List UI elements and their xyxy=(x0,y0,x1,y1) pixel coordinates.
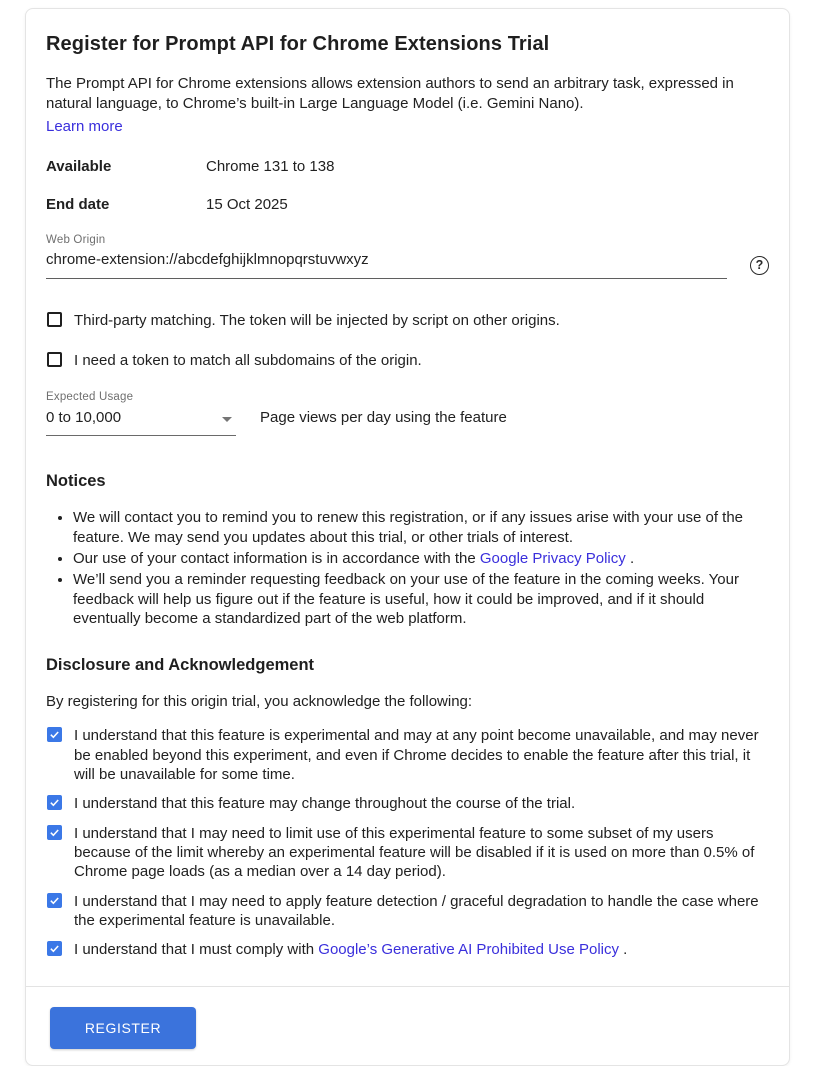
learn-more-link[interactable]: Learn more xyxy=(46,117,123,135)
ack-limit-use-label: I understand that I may need to limit use of this experimental feature to some subset of my users because of the limit whereby an experimental feature will be disabled if it is used on more than 0.5% of Chrome page loads (as a median over a 14 day period). xyxy=(74,824,755,881)
chevron-down-icon xyxy=(222,417,232,422)
notice-text: We will contact you to remind you to renew this registration, or if any issues arise with your use of the feature. We may send you updates about this trial, or other trials of interest. xyxy=(73,509,744,546)
ack-experimental-row[interactable] xyxy=(46,726,769,784)
end-date-value: 15 Oct 2025 xyxy=(206,195,288,213)
notice-text: We’ll send you a reminder requesting feedback on your use of the feature in the coming weeks. Your feedback will help us figure out if the feature is useful, how it could be improved, and if it should eventually become a standardized part of the web platform. xyxy=(73,571,739,627)
detail-row-available xyxy=(46,158,769,175)
help-icon[interactable]: ? xyxy=(750,256,769,275)
check-icon xyxy=(49,728,60,741)
third-party-matching-option[interactable] xyxy=(46,311,769,330)
ack-feature-detection-row[interactable] xyxy=(46,892,769,931)
check-icon xyxy=(49,942,60,955)
acknowledgement-list xyxy=(46,726,769,959)
ack-feature-detection-checkbox[interactable] xyxy=(47,893,62,908)
ack-experimental-checkbox[interactable] xyxy=(47,727,62,742)
ack-prohibited-use-row[interactable] xyxy=(46,940,769,959)
expected-usage-section xyxy=(46,391,769,436)
expected-usage-hint: Page views per day using the feature xyxy=(260,409,507,427)
ack-experimental-label: I understand that this feature is experimental and may at any point become unavailable, and may never be enabled beyond this experiment, and even if Chrome decides to enable the feature after this trial, it will be unavailable for some time. xyxy=(74,727,759,783)
ack-prohibited-use-label xyxy=(74,940,627,959)
ack-limit-use-checkbox[interactable] xyxy=(47,825,62,840)
trial-description: The Prompt API for Chrome extensions allows extension authors to send an arbitrary task, expressed in natural language, to Chrome’s built-in Large Language Model (i.e. Gemini Nano). xyxy=(46,75,734,113)
ack-limit-use-row[interactable] xyxy=(46,824,769,882)
expected-usage-label: Expected Usage xyxy=(46,391,134,404)
end-date-label: End date xyxy=(46,195,110,213)
expected-usage-select[interactable] xyxy=(46,408,236,436)
page-title: Register for Prompt API for Chrome Extensions Trial xyxy=(46,33,550,55)
expected-usage-value: 0 to 10,000 xyxy=(46,409,122,427)
trial-details xyxy=(46,158,769,213)
ack-may-change-checkbox[interactable] xyxy=(47,795,62,810)
notice-list xyxy=(46,508,769,628)
notice-text: . xyxy=(625,549,635,567)
detail-row-end-date xyxy=(46,196,769,213)
check-icon xyxy=(49,826,60,839)
ack-text: . xyxy=(619,941,628,959)
prohibited-use-policy-link[interactable]: Google’s Generative AI Prohibited Use Policy xyxy=(318,941,619,959)
notice-text: Our use of your contact information is in accordance with the xyxy=(73,549,480,567)
match-subdomains-label: I need a token to match all subdomains of the origin. xyxy=(74,351,422,369)
web-origin-field xyxy=(46,234,769,279)
disclosure-heading: Disclosure and Acknowledgement xyxy=(46,656,315,675)
available-label: Available xyxy=(46,157,112,175)
notice-item xyxy=(73,570,769,628)
third-party-matching-label: Third-party matching. The token will be injected by script on other origins. xyxy=(74,311,560,329)
match-subdomains-option[interactable] xyxy=(46,351,769,370)
privacy-policy-link[interactable]: Google Privacy Policy xyxy=(479,549,626,567)
notice-item xyxy=(73,508,769,547)
available-value: Chrome 131 to 138 xyxy=(206,157,335,175)
ack-prohibited-use-checkbox[interactable] xyxy=(47,941,62,956)
ack-feature-detection-label: I understand that I may need to apply feature detection / graceful degradation to handle the case where the experimental feature is unavailable. xyxy=(74,892,759,929)
registration-card xyxy=(25,8,790,1066)
notices-heading: Notices xyxy=(46,472,106,491)
check-icon xyxy=(49,894,60,907)
check-icon xyxy=(49,796,60,809)
third-party-matching-checkbox[interactable] xyxy=(47,312,62,327)
token-options xyxy=(46,311,769,371)
card-footer xyxy=(26,986,789,1065)
match-subdomains-checkbox[interactable] xyxy=(47,352,62,367)
ack-may-change-row[interactable] xyxy=(46,794,769,813)
notice-item xyxy=(73,549,769,568)
ack-may-change-label: I understand that this feature may change throughout the course of the trial. xyxy=(74,795,576,813)
web-origin-input[interactable] xyxy=(46,251,727,279)
register-button[interactable]: REGISTER xyxy=(50,1007,196,1049)
disclosure-intro: By registering for this origin trial, you acknowledge the following: xyxy=(46,693,473,711)
web-origin-label: Web Origin xyxy=(46,233,106,246)
card-body xyxy=(26,9,789,986)
ack-text: I understand that I must comply with xyxy=(74,941,319,959)
